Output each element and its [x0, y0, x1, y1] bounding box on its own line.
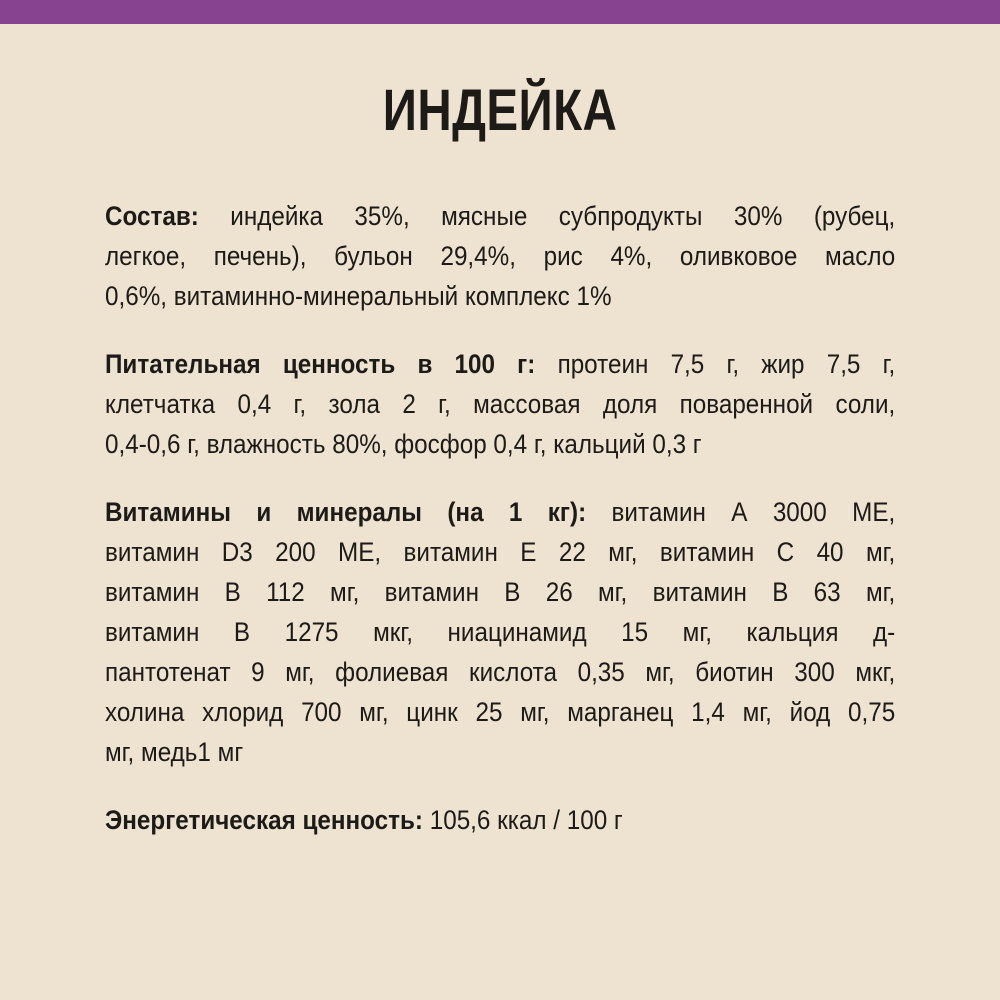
line-text: витамин А 3000 МЕ, — [611, 497, 896, 527]
text-line — [105, 532, 895, 572]
line-text: витамин В 1275 мкг, ниацинамид 15 мг, кальция д- — [105, 617, 896, 647]
text-line — [105, 236, 895, 276]
text-line — [105, 492, 895, 532]
line-text: индейка 35%, мясные субпродукты 30% (рубец, — [230, 201, 896, 231]
line-text: 0,4-0,6 г, влажность 80%, фосфор 0,4 г, кальций 0,3 г — [105, 429, 702, 459]
line-text: протеин 7,5 г, жир 7,5 г, — [557, 349, 896, 379]
section-heading: Витамины и минералы (на 1 кг): — [105, 497, 587, 527]
text-line — [105, 800, 895, 840]
section-nutritional-value — [105, 344, 895, 464]
line-text: витамин D3 200 МЕ, витамин Е 22 мг, витамин С 40 мг, — [105, 537, 896, 567]
section-energy-value — [105, 800, 895, 840]
line-text: холина хлорид 700 мг, цинк 25 мг, марганец 1,4 мг, йод 0,75 — [105, 697, 896, 727]
section-heading: Питательная ценность в 100 г: — [105, 349, 536, 379]
line-text: мг, медь1 мг — [105, 737, 244, 767]
title-wrap — [0, 78, 1000, 143]
line-text: легкое, печень), бульон 29,4%, рис 4%, оливковое масло — [105, 241, 896, 271]
text-line — [105, 196, 895, 236]
line-text: пантотенат 9 мг, фолиевая кислота 0,35 мг, биотин 300 мкг, — [105, 657, 896, 687]
label-content — [105, 196, 895, 840]
line-text: 0,6%, витаминно-минеральный комплекс 1% — [105, 281, 612, 311]
top-accent-bar — [0, 0, 1000, 24]
text-line — [105, 344, 895, 384]
line-text: 105,6 ккал / 100 г — [429, 805, 623, 835]
text-line — [105, 424, 895, 464]
section-vitamins-minerals — [105, 492, 895, 772]
text-line — [105, 652, 895, 692]
line-text: клетчатка 0,4 г, зола 2 г, массовая доля поваренной соли, — [105, 389, 896, 419]
text-line — [105, 612, 895, 652]
line-text: витамин В 112 мг, витамин В 26 мг, витамин В 63 мг, — [105, 577, 896, 607]
section-heading: Энергетическая ценность: — [105, 805, 423, 835]
text-line — [105, 276, 895, 316]
text-line — [105, 692, 895, 732]
text-line — [105, 572, 895, 612]
text-line — [105, 732, 895, 772]
text-line — [105, 384, 895, 424]
product-title: ИНДЕЙКА — [382, 78, 618, 143]
section-composition — [105, 196, 895, 316]
section-heading: Состав: — [105, 201, 199, 231]
